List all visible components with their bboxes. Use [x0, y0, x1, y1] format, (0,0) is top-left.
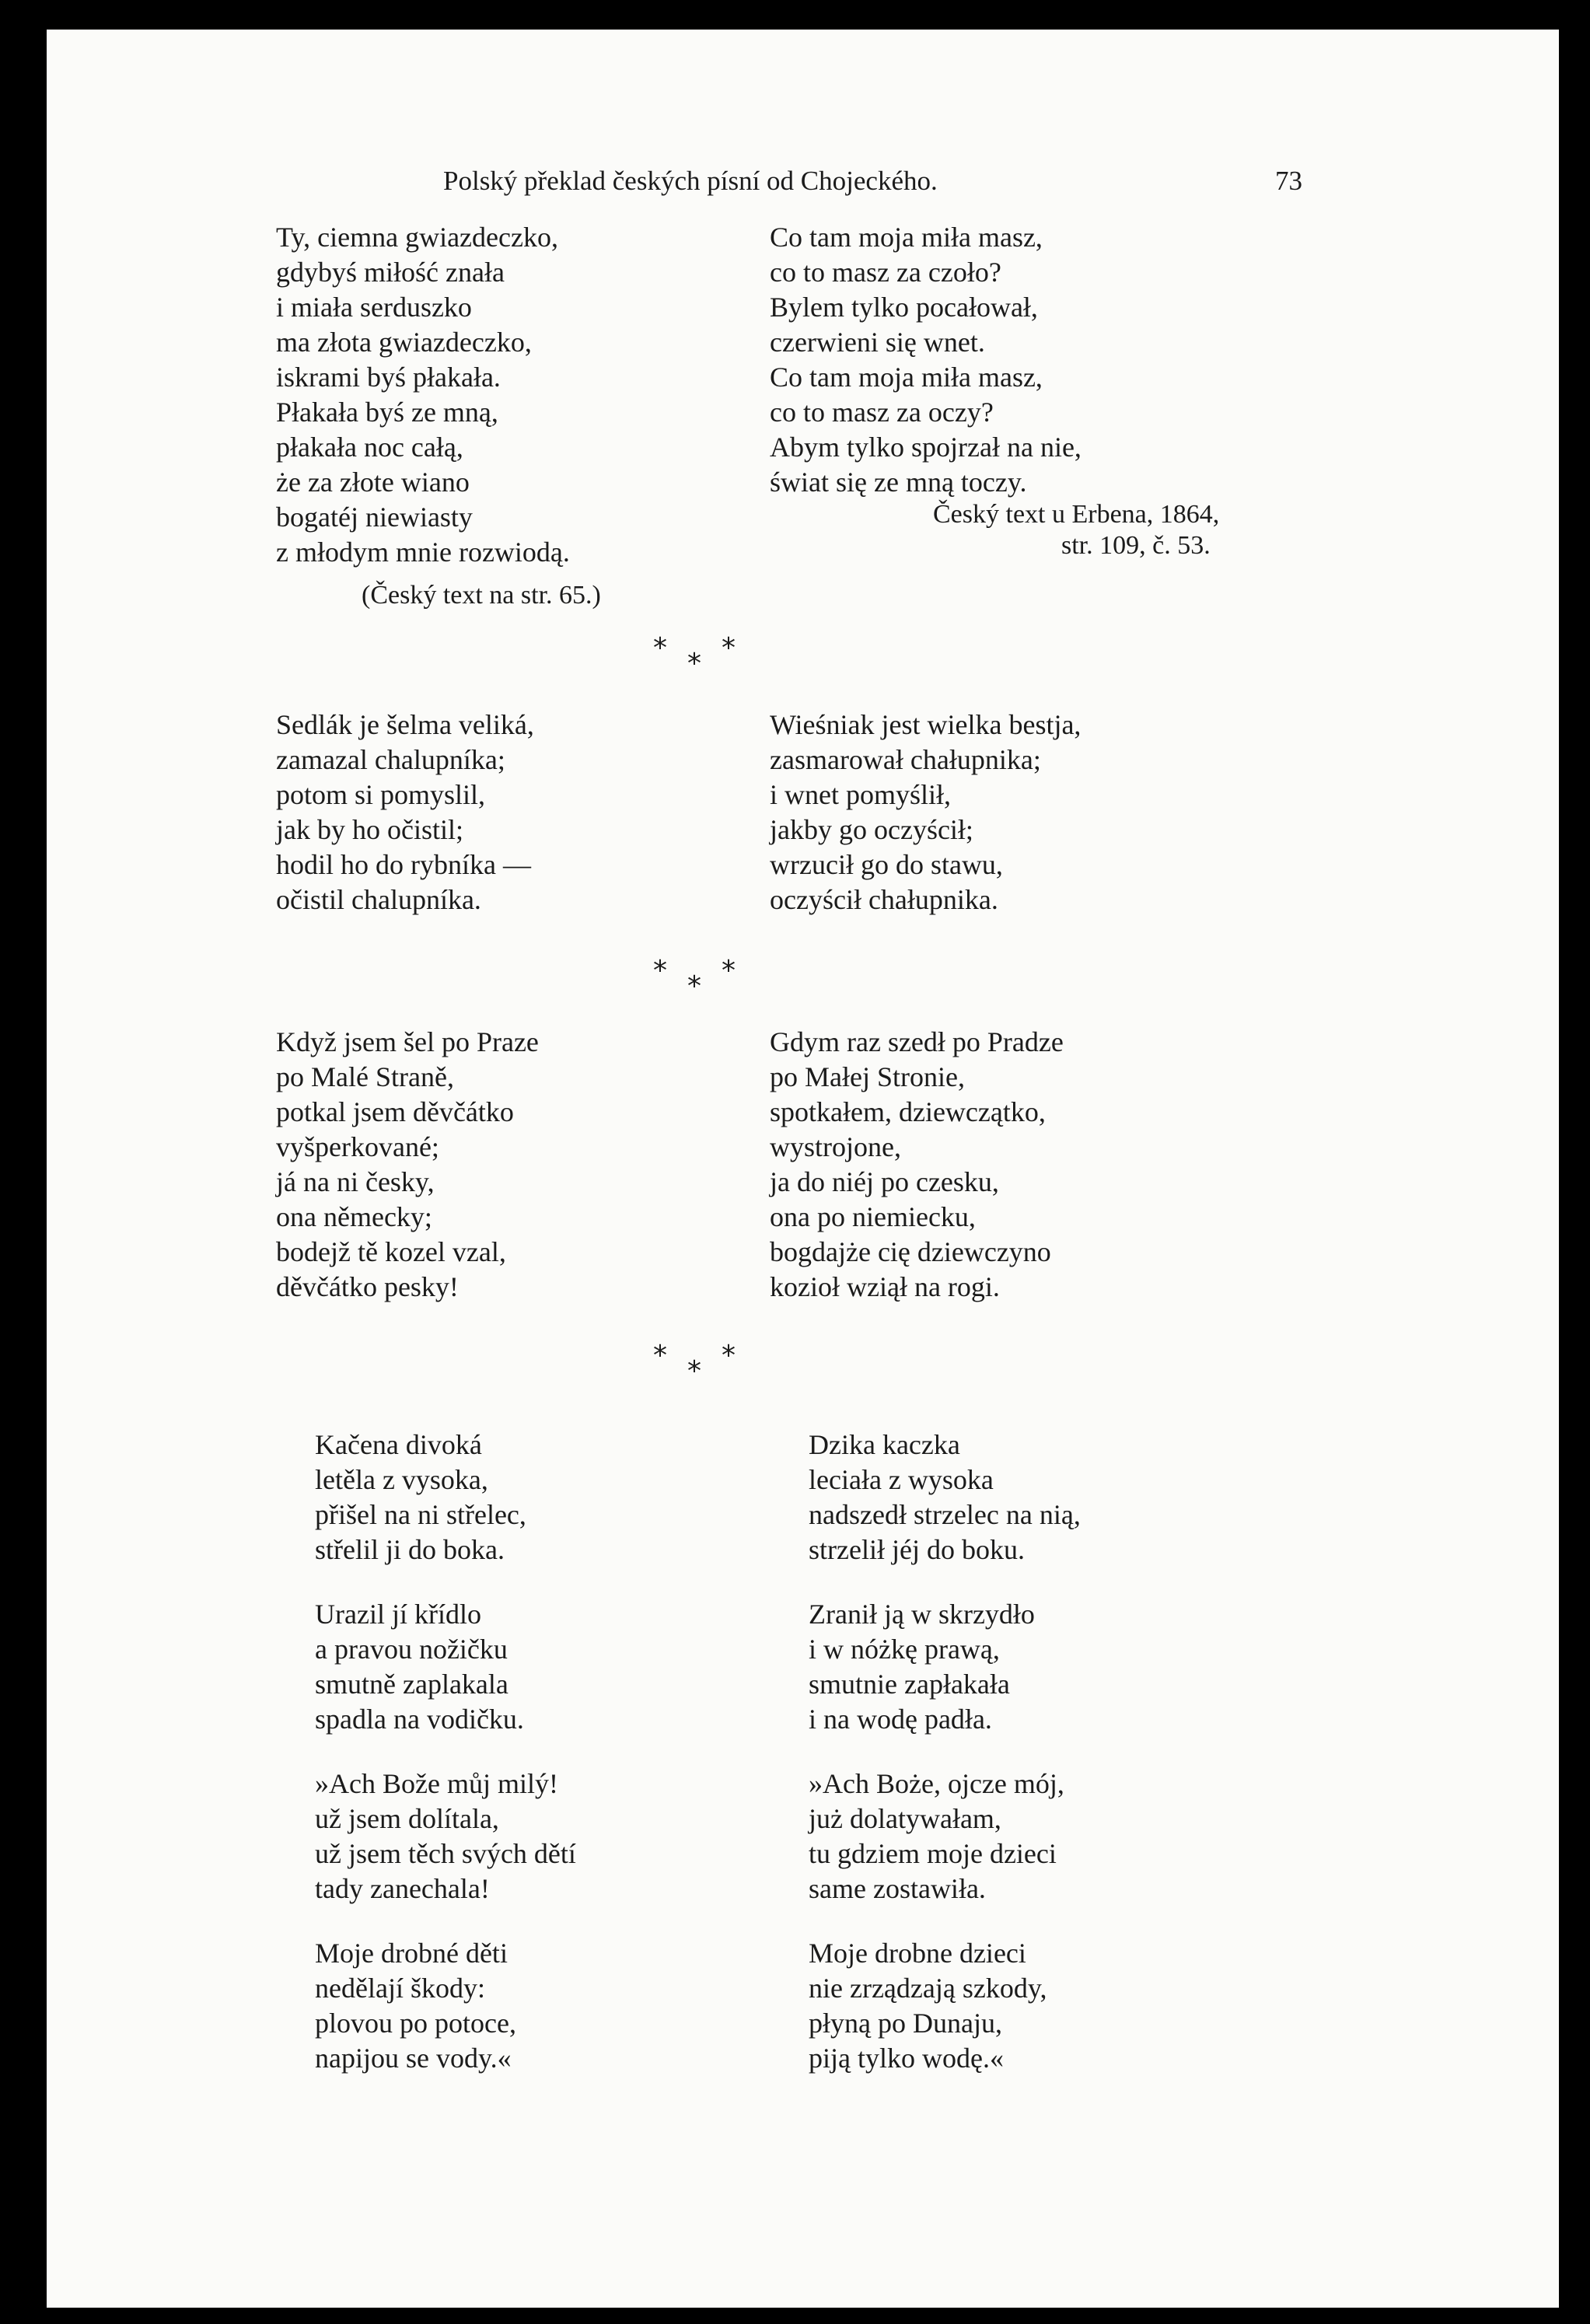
poem-line: czerwieni się wnet.	[770, 327, 985, 358]
poem-line: świat się ze mną toczy.	[770, 467, 1027, 498]
poem-line: ona po niemiecku,	[770, 1201, 976, 1232]
poem-line: gdybyś miłość znała	[276, 257, 505, 288]
poem-line: spotkałem, dziewczątko,	[770, 1096, 1046, 1127]
poem-line: już dolatywałam,	[809, 1803, 1001, 1834]
poem-line: że za złote wiano	[276, 467, 470, 498]
poem-line: tu gdziem moje dzieci	[809, 1838, 1057, 1869]
poem-line: z młodym mnie rozwiodą.	[276, 536, 570, 568]
poem-czech-left-4	[315, 1428, 576, 2106]
poem-line: Moje drobné děti	[315, 1938, 508, 1969]
poem-line: tady zanechala!	[315, 1873, 490, 1904]
poem-line: ja do niéj po czesku,	[770, 1166, 999, 1197]
poem-polish-right-1	[770, 220, 1082, 500]
poem-line: wrzucił go do stawu,	[770, 849, 1003, 880]
poem-line: Urazil jí křídlo	[315, 1599, 481, 1630]
poem-line: nie zrządzają szkody,	[809, 1973, 1047, 2004]
poem-line: napijou se vody.«	[315, 2043, 512, 2074]
poem-line: nedělají škody:	[315, 1973, 485, 2004]
poem-line: bodejž tě kozel vzal,	[276, 1236, 506, 1267]
poem-line: děvčátko pesky!	[276, 1271, 459, 1302]
poem-line: bogatéj niewiasty	[276, 501, 473, 533]
poem-line: Moje drobne dzieci	[809, 1938, 1026, 1969]
poem-line: vyšperkované;	[276, 1131, 439, 1162]
poem-line: a pravou nožičku	[315, 1634, 508, 1665]
source-reference-left: (Český text na str. 65.)	[362, 581, 601, 610]
poem-line: střelil ji do boka.	[315, 1534, 505, 1565]
poem-line: płakała noc całą,	[276, 432, 463, 463]
poem-line: wystrojone,	[770, 1131, 901, 1162]
poem-line: už jsem dolítala,	[315, 1803, 499, 1834]
poem-line: Zranił ją w skrzydło	[809, 1599, 1035, 1630]
poem-line: po Małej Stronie,	[770, 1061, 965, 1092]
poem-line: jak by ho očistil;	[276, 814, 463, 845]
section-divider	[653, 955, 886, 1001]
poem-line: Abym tylko spojrzał na nie,	[770, 432, 1082, 463]
poem-line: i w nóżkę prawą,	[809, 1634, 1000, 1665]
poem-line: strzelił jéj do boku.	[809, 1534, 1025, 1565]
poem-line: potkal jsem děvčátko	[276, 1096, 514, 1127]
poem-line: Płakała byś ze mną,	[276, 397, 498, 428]
poem-line: Wieśniak jest wielka bestja,	[770, 709, 1082, 740]
poem-line: Bylem tylko pocałował,	[770, 292, 1038, 323]
stanza	[315, 1597, 576, 1737]
stanza	[809, 1428, 1081, 1567]
poem-line: »Ach Boże, ojcze mój,	[809, 1768, 1064, 1799]
poem-line: zasmarował chałupnika;	[770, 744, 1041, 775]
asterisk: *	[653, 955, 667, 987]
stanza	[315, 1936, 576, 2076]
poem-czech-left-3	[276, 1025, 539, 1305]
poem-line: oczyścił chałupnika.	[770, 884, 998, 915]
stanza	[315, 1767, 576, 1906]
poem-line: Co tam moja miła masz,	[770, 362, 1043, 393]
poem-line: jakby go oczyścił;	[770, 814, 973, 845]
poem-line: Ty, ciemna gwiazdeczko,	[276, 222, 558, 253]
poem-line: očistil chalupníka.	[276, 884, 481, 915]
poem-line: Kačena divoká	[315, 1429, 482, 1460]
poem-line: Dzika kaczka	[809, 1429, 960, 1460]
poem-line: zamazal chalupníka;	[276, 744, 505, 775]
poem-line: piją tylko wodę.«	[809, 2043, 1004, 2074]
poem-polish-right-2	[770, 708, 1081, 917]
asterisk: *	[722, 632, 736, 664]
asterisk: *	[722, 1340, 736, 1372]
poem-line: leciała z wysoka	[809, 1464, 994, 1495]
poem-polish-left-1	[276, 220, 570, 570]
poem-line: hodil ho do rybníka —	[276, 849, 531, 880]
stanza	[809, 1936, 1081, 2076]
poem-line: přišel na ni střelec,	[315, 1499, 526, 1530]
running-title: Polský překlad českých písní od Chojeckého.	[443, 166, 938, 196]
poem-line: já na ni česky,	[276, 1166, 435, 1197]
asterisk: *	[722, 955, 736, 987]
poem-line: nadszedł strzelec na nią,	[809, 1499, 1081, 1530]
poem-line: co to masz za oczy?	[770, 397, 994, 428]
poem-line: ona německy;	[276, 1201, 432, 1232]
source-reference-right-1: Český text u Erbena, 1864,	[933, 500, 1220, 529]
poem-line: Sedlák je šelma veliká,	[276, 709, 534, 740]
section-divider	[653, 1340, 886, 1386]
poem-line: iskrami byś płakała.	[276, 362, 501, 393]
poem-line: »Ach Bože můj milý!	[315, 1768, 558, 1799]
poem-polish-right-4	[809, 1428, 1081, 2106]
poem-line: co to masz za czoło?	[770, 257, 1001, 288]
stanza	[809, 1767, 1081, 1906]
poem-line: ma złota gwiazdeczko,	[276, 327, 532, 358]
poem-czech-left-2	[276, 708, 534, 917]
poem-line: Když jsem šel po Praze	[276, 1026, 539, 1057]
asterisk: *	[687, 1355, 701, 1387]
asterisk: *	[653, 632, 667, 664]
poem-line: same zostawiła.	[809, 1873, 986, 1904]
poem-line: smutnie zapłakała	[809, 1669, 1010, 1700]
asterisk: *	[653, 1340, 667, 1372]
poem-polish-right-3	[770, 1025, 1064, 1305]
stanza	[809, 1597, 1081, 1737]
poem-line: i miała serduszko	[276, 292, 472, 323]
source-reference-right-2: str. 109, č. 53.	[1061, 531, 1211, 560]
poem-line: kozioł wziął na rogi.	[770, 1271, 1000, 1302]
poem-line: Gdym raz szedł po Pradze	[770, 1026, 1064, 1057]
poem-line: po Malé Straně,	[276, 1061, 454, 1092]
poem-line: Co tam moja miła masz,	[770, 222, 1043, 253]
poem-line: bogdajże cię dziewczyno	[770, 1236, 1051, 1267]
poem-line: plovou po potoce,	[315, 2008, 516, 2039]
stanza	[315, 1428, 576, 1567]
poem-line: potom si pomyslil,	[276, 779, 486, 810]
running-header	[47, 166, 1559, 204]
poem-line: i na wodę padła.	[809, 1704, 992, 1735]
poem-line: už jsem těch svých dětí	[315, 1838, 576, 1869]
poem-line: smutně zaplakala	[315, 1669, 508, 1700]
poem-line: i wnet pomyślił,	[770, 779, 951, 810]
asterisk: *	[687, 648, 701, 680]
poem-line: płyną po Dunaju,	[809, 2008, 1002, 2039]
asterisk: *	[687, 970, 701, 1002]
poem-line: spadla na vodičku.	[315, 1704, 524, 1735]
section-divider	[653, 632, 886, 679]
poem-line: letěla z vysoka,	[315, 1464, 488, 1495]
book-page	[47, 30, 1559, 2308]
page-number: 73	[1275, 166, 1302, 196]
